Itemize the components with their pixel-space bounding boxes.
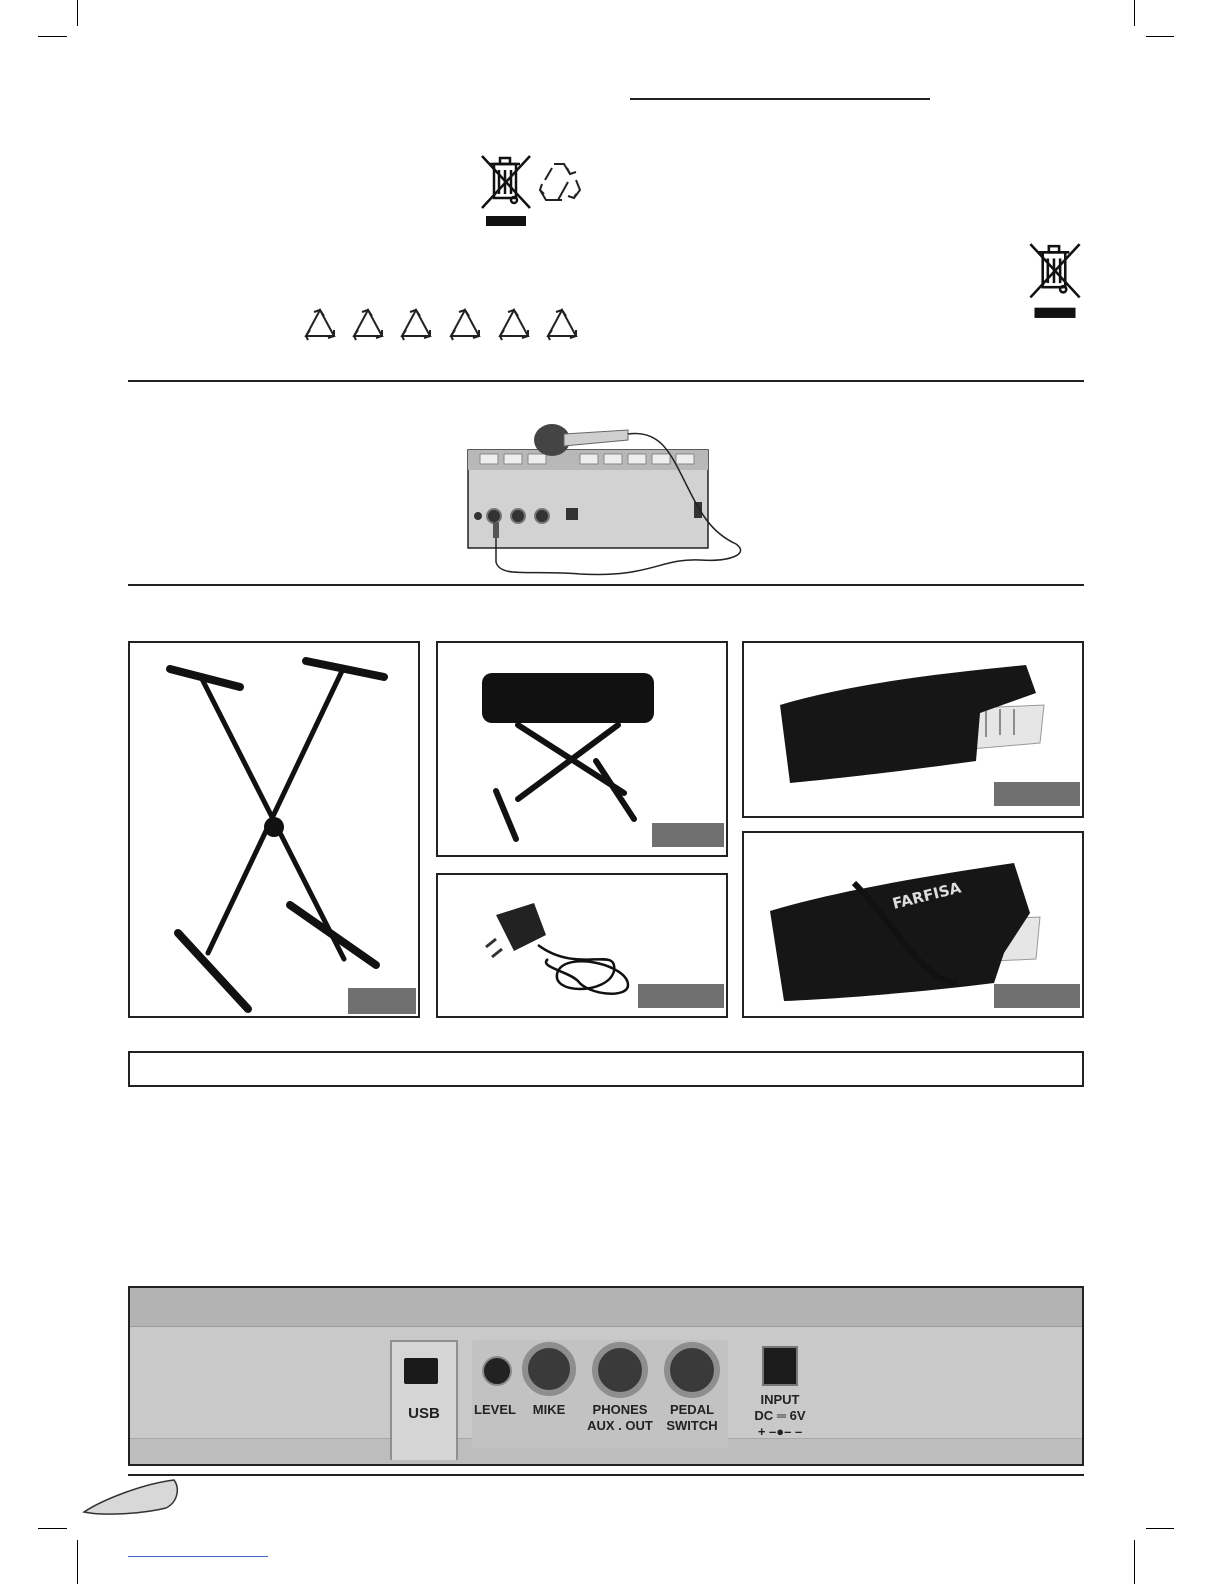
crop-mark	[1134, 0, 1135, 26]
caption-box	[128, 1051, 1084, 1087]
input-label-line1: INPUT	[760, 1392, 800, 1407]
input-dc: DC	[754, 1408, 774, 1423]
pedal-label	[654, 1402, 730, 1434]
page-tab-shape	[82, 1478, 182, 1518]
panel-top-strip	[130, 1288, 1082, 1327]
mike-label: MIKE	[532, 1402, 566, 1417]
mike-jack	[522, 1342, 576, 1396]
weee-bin-icon	[478, 152, 534, 230]
input-voltage: 6V	[789, 1408, 806, 1423]
footer-underline	[128, 1556, 268, 1557]
crop-mark	[1134, 1540, 1135, 1584]
rear-panel-photo	[128, 1286, 1084, 1466]
figure-number-tag	[994, 782, 1080, 806]
recycle-arrows-icon	[536, 160, 582, 204]
footer-divider	[128, 1474, 1084, 1476]
level-label: LEVEL	[474, 1402, 516, 1417]
input-label	[740, 1392, 820, 1440]
phones-label-line1: PHONES	[592, 1402, 648, 1417]
crop-mark	[1146, 1528, 1174, 1529]
usb-label: USB	[408, 1405, 440, 1422]
dc-input-jack	[762, 1346, 798, 1386]
pedal-label-line1: PEDAL	[669, 1402, 715, 1417]
weee-bin-icon	[1026, 240, 1084, 320]
figure-number-tag	[638, 984, 724, 1008]
keyboard-stand-photo	[128, 641, 420, 1018]
section-divider	[128, 380, 1084, 382]
bag-brand-text: FARFISA	[890, 878, 963, 913]
phones-jack	[592, 1342, 648, 1398]
crop-mark	[38, 1528, 67, 1529]
phones-label-line2: AUX . OUT	[587, 1418, 653, 1433]
crop-mark	[38, 36, 67, 37]
figure-number-tag	[652, 823, 724, 847]
crop-mark	[1146, 36, 1174, 37]
figure-number-tag	[348, 988, 416, 1014]
figure-number-tag	[994, 984, 1080, 1008]
crop-mark	[77, 1540, 78, 1584]
section-divider	[128, 584, 1084, 586]
keyboard-bench-photo	[436, 641, 728, 857]
pedal-jack	[664, 1342, 720, 1398]
pedal-label-line2: SWITCH	[666, 1418, 718, 1433]
usb-port	[404, 1358, 438, 1384]
power-adapter-photo	[436, 873, 728, 1018]
level-knob	[482, 1356, 512, 1386]
microphone-connection-illustration	[460, 412, 750, 582]
heading-underline	[630, 98, 930, 100]
polarity-label: + –●– –	[757, 1424, 803, 1439]
plastic-codes	[302, 306, 582, 346]
dust-cover-photo	[742, 641, 1084, 818]
phones-label	[580, 1402, 660, 1434]
dc-symbol-icon: ═	[776, 1408, 787, 1423]
crop-mark	[77, 0, 78, 26]
input-label-line2	[740, 1408, 820, 1424]
carry-bag-photo	[742, 831, 1084, 1018]
